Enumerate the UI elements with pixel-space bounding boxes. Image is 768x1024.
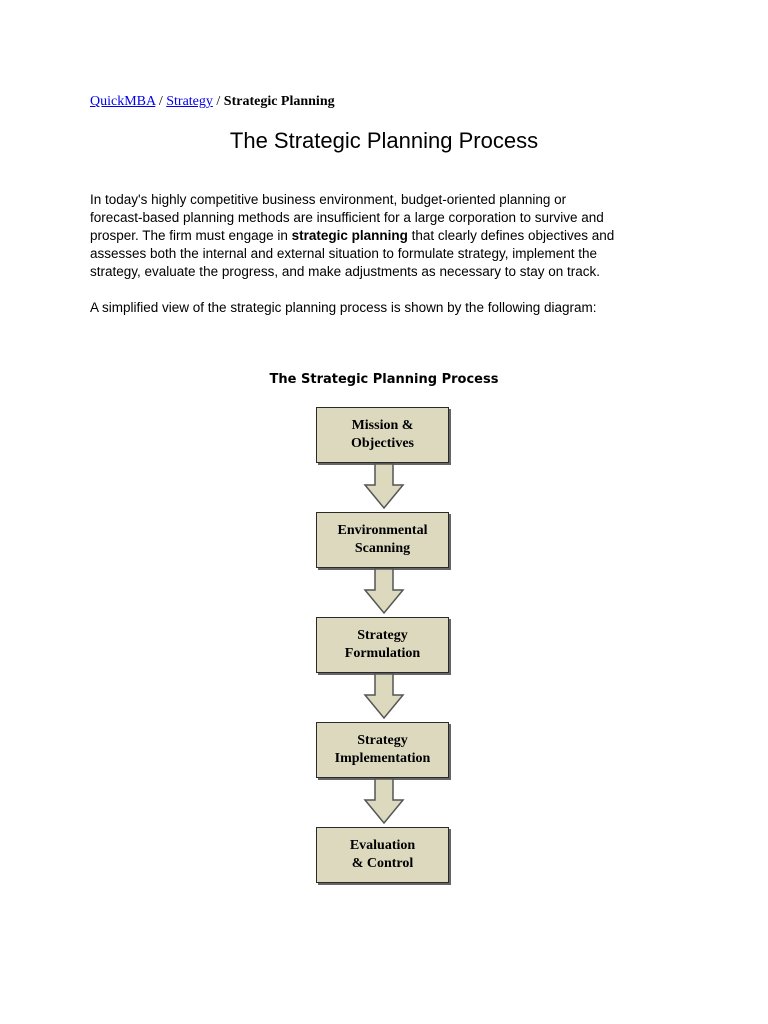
page-title: The Strategic Planning Process xyxy=(229,128,539,153)
down-arrow-shape xyxy=(365,779,403,823)
down-arrow-shape xyxy=(365,464,403,508)
intro-line: assesses both the internal and external situation to formulate strategy, implement the xyxy=(90,246,598,261)
diagram-title: The Strategic Planning Process xyxy=(269,372,499,387)
down-arrow-icon xyxy=(363,778,405,824)
process-step-label: Evaluation & Control xyxy=(349,838,416,871)
breadcrumb-current: Strategic Planning xyxy=(223,94,335,109)
down-arrow-shape xyxy=(365,569,403,613)
process-step-label: Environmental Scanning xyxy=(337,523,428,556)
breadcrumb-link-quickmba[interactable]: QuickMBA xyxy=(90,94,156,109)
process-step-box xyxy=(316,722,449,778)
process-step-box xyxy=(316,827,449,883)
breadcrumb-link-strategy[interactable]: Strategy xyxy=(166,94,213,109)
intro-line xyxy=(90,227,690,245)
breadcrumb-separator: / xyxy=(158,94,163,109)
process-step-label: Mission & Objectives xyxy=(351,418,414,451)
intro-text: that clearly defines objectives and xyxy=(407,228,615,243)
down-arrow-shape xyxy=(365,674,403,718)
intro-line: In today's highly competitive business environment, budget-oriented planning or xyxy=(90,192,567,207)
intro-paragraph xyxy=(90,191,690,281)
breadcrumb-separator: / xyxy=(216,94,221,109)
intro-line: forecast-based planning methods are insufficient for a large corporation to survive and xyxy=(90,210,604,225)
down-arrow-icon xyxy=(363,568,405,614)
strategic-planning-term: strategic planning xyxy=(291,228,408,243)
process-step-box xyxy=(316,617,449,673)
process-step-box xyxy=(316,407,449,463)
process-step-label: Strategy Formulation xyxy=(344,628,421,661)
down-arrow-icon xyxy=(363,463,405,509)
intro-text: prosper. The firm must engage in xyxy=(90,228,292,243)
process-step-label: Strategy Implementation xyxy=(334,733,431,766)
diagram-intro-text: A simplified view of the strategic planning process is shown by the following diagram: xyxy=(90,300,597,315)
intro-line: strategy, evaluate the progress, and make adjustments as necessary to stay on track. xyxy=(90,264,601,279)
down-arrow-icon xyxy=(363,673,405,719)
process-step-box xyxy=(316,512,449,568)
breadcrumb xyxy=(90,93,335,111)
